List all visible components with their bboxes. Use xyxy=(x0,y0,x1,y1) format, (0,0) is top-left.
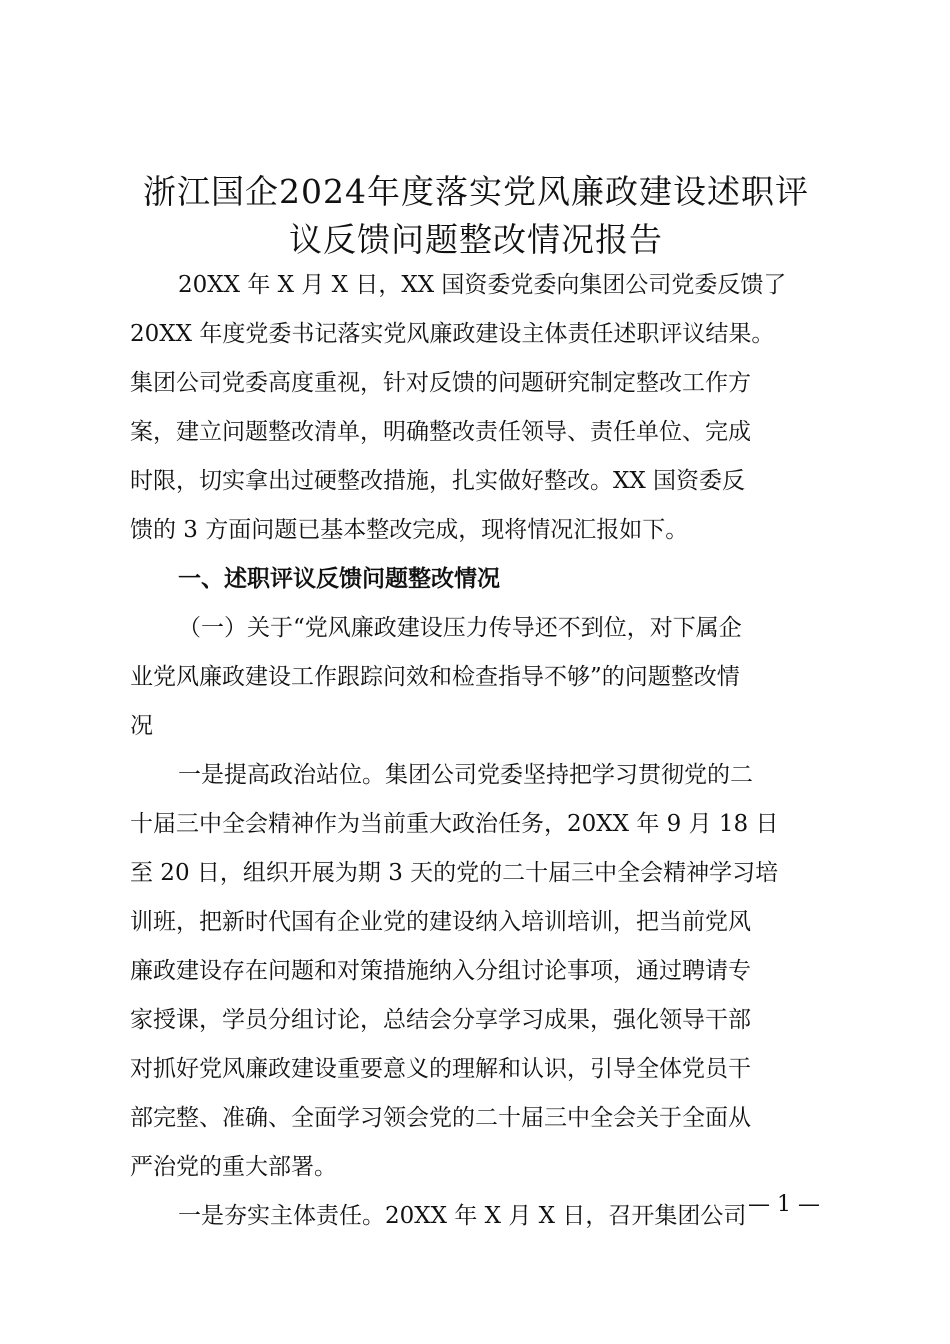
intro-paragraph-line: 馈的 3 方面问题已基本整改完成，现将情况汇报如下。 xyxy=(130,517,689,543)
item-two-line: 一是夯实主体责任。20XX 年 X 月 X 日，召开集团公司 xyxy=(178,1203,747,1229)
page-number: — 1 — xyxy=(748,1192,820,1217)
subsection-heading-line: 况 xyxy=(130,713,153,739)
document-title xyxy=(120,168,832,264)
title-line-2: 议反馈问题整改情况报告 xyxy=(289,220,663,259)
intro-paragraph-line: 20XX 年 X 月 X 日，XX 国资委党委向集团公司党委反馈了 xyxy=(178,272,787,298)
section-heading: 一、述职评议反馈问题整改情况 xyxy=(178,565,500,592)
item-one-line: 部完整、准确、全面学习领会党的二十届三中全会关于全面从 xyxy=(130,1105,751,1131)
item-one-line: 训班，把新时代国有企业党的建设纳入培训培训，把当前党风 xyxy=(130,909,751,935)
item-one-line: 对抓好党风廉政建设重要意义的理解和认识，引导全体党员干 xyxy=(130,1056,751,1082)
intro-paragraph-line: 20XX 年度党委书记落实党风廉政建设主体责任述职评议结果。 xyxy=(130,321,775,347)
subsection-heading-line: 业党风廉政建设工作跟踪问效和检查指导不够”的问题整改情 xyxy=(130,664,740,690)
item-one-line: 家授课，学员分组讨论，总结会分享学习成果，强化领导干部 xyxy=(130,1007,751,1033)
subsection-heading-line: （一）关于“党风廉政建设压力传导还不到位，对下属企 xyxy=(178,615,742,641)
item-one-line: 至 20 日，组织开展为期 3 天的党的二十届三中全会精神学习培 xyxy=(130,860,779,886)
item-one-line: 一是提高政治站位。集团公司党委坚持把学习贯彻党的二 xyxy=(178,762,753,788)
intro-paragraph-line: 集团公司党委高度重视，针对反馈的问题研究制定整改工作方 xyxy=(130,370,751,396)
intro-paragraph-line: 时限，切实拿出过硬整改措施，扎实做好整改。XX 国资委反 xyxy=(130,468,746,494)
item-one-line: 十届三中全会精神作为当前重大政治任务，20XX 年 9 月 18 日 xyxy=(130,811,779,837)
title-line-1: 浙江国企2024年度落实党风廉政建设述职评 xyxy=(143,172,809,211)
intro-paragraph-line: 案，建立问题整改清单，明确整改责任领导、责任单位、完成 xyxy=(130,419,751,445)
item-one-line: 严治党的重大部署。 xyxy=(130,1154,337,1180)
item-one-line: 廉政建设存在问题和对策措施纳入分组讨论事项，通过聘请专 xyxy=(130,958,751,984)
